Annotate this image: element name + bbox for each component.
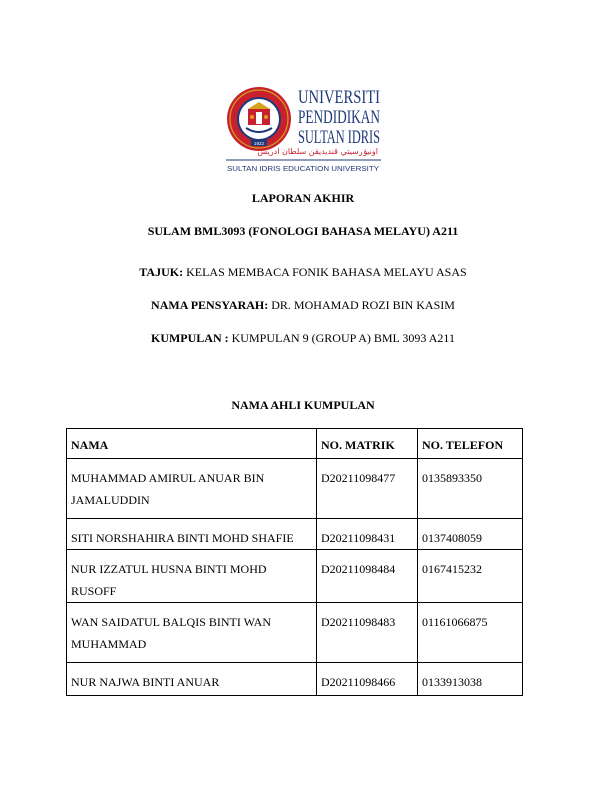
- members-heading: NAMA AHLI KUMPULAN: [231, 398, 375, 412]
- cell-nama: SITI NORSHAHIRA BINTI MOHD SHAFIE: [67, 519, 317, 550]
- column-header-telefon: NO. TELEFON: [418, 429, 523, 459]
- tajuk-line: [0, 265, 606, 279]
- members-table: [66, 428, 523, 696]
- table-row: [67, 519, 523, 550]
- table-row: [67, 459, 523, 519]
- pensyarah-value: DR. MOHAMAD ROZI BIN KASIM: [268, 298, 455, 312]
- cell-matrik: D20211098477: [317, 459, 418, 519]
- table-row: [67, 663, 523, 696]
- cell-telefon: 0133913038: [418, 663, 523, 696]
- cell-matrik: D20211098483: [317, 603, 418, 663]
- logo-jawi: اونيۏرسيتي ڤنديديقن سلطان ادريس: [257, 147, 378, 156]
- report-title: LAPORAN AKHIR: [251, 191, 355, 205]
- column-header-nama: NAMA: [67, 429, 317, 459]
- cell-telefon: 0167415232: [418, 550, 523, 603]
- logo-line-sultan-idris: SULTAN IDRIS: [298, 127, 380, 148]
- cell-nama: MUHAMMAD AMIRUL ANUAR BIN JAMALUDDIN: [67, 459, 317, 519]
- course-title: SULAM BML3093 (FONOLOGI BAHASA MELAYU) A211: [147, 224, 459, 238]
- cell-telefon: 0137408059: [418, 519, 523, 550]
- cell-matrik: D20211098466: [317, 663, 418, 696]
- cell-telefon: 01161066875: [418, 603, 523, 663]
- tajuk-label: TAJUK:: [139, 265, 184, 279]
- logo-line-universiti: UNIVERSITI: [298, 87, 380, 108]
- seal-year: 1922: [253, 141, 265, 146]
- table-header-row: [67, 429, 523, 459]
- kumpulan-label: KUMPULAN :: [150, 331, 229, 345]
- pensyarah-line: [0, 298, 606, 312]
- university-logo: [226, 82, 381, 174]
- cell-nama: NUR NAJWA BINTI ANUAR: [67, 663, 317, 696]
- logo-english-name: SULTAN IDRIS EDUCATION UNIVERSITY: [227, 166, 380, 173]
- cell-nama: NUR IZZATUL HUSNA BINTI MOHD RUSOFF: [67, 550, 317, 603]
- cell-matrik: D20211098431: [317, 519, 418, 550]
- cell-nama: WAN SAIDATUL BALQIS BINTI WAN MUHAMMAD: [67, 603, 317, 663]
- kumpulan-line: [0, 331, 606, 345]
- pensyarah-label: NAMA PENSYARAH:: [151, 298, 269, 312]
- table-row: [67, 550, 523, 603]
- table-row: [67, 603, 523, 663]
- cell-telefon: 0135893350: [418, 459, 523, 519]
- tajuk-value: KELAS MEMBACA FONIK BAHASA MELAYU ASAS: [183, 265, 467, 279]
- logo-line-pendidikan: PENDIDIKAN: [298, 107, 381, 128]
- kumpulan-value: KUMPULAN 9 (GROUP A) BML 3093 A211: [228, 331, 455, 345]
- column-header-matrik: NO. MATRIK: [317, 429, 418, 459]
- cell-matrik: D20211098484: [317, 550, 418, 603]
